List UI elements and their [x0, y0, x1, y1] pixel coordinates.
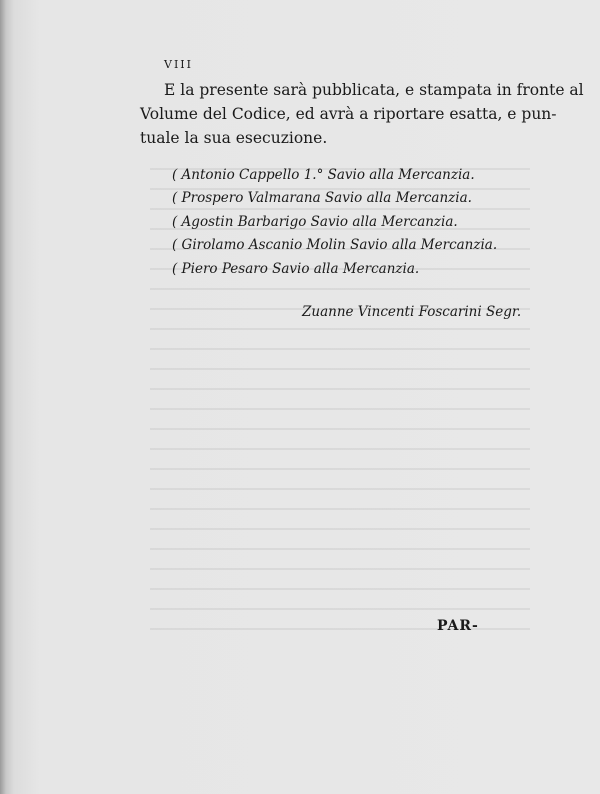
signature-line: ( Girolamo Ascanio Molin Savio alla Mercanzia. [172, 237, 498, 254]
secretary-signature: Zuanne Vincenti Foscarini Segr. [302, 304, 522, 320]
signature-line: ( Piero Pesaro Savio alla Mercanzia. [172, 260, 420, 277]
catchword: PAR- [437, 618, 479, 634]
signature-line: ( Antonio Cappello 1.° Savio alla Mercanzia. [172, 167, 475, 183]
paragraph-line-2: Volume del Codice, ed avrà a riportare esatta, e pun- [140, 105, 557, 123]
paragraph-line-3: tuale la sua esecuzione. [140, 129, 328, 147]
page-number: VIII [164, 58, 193, 71]
paragraph-line-1: E la presente sarà pubblicata, e stampata in fronte al [164, 81, 584, 99]
signature-line: ( Prospero Valmarana Savio alla Mercanzia. [172, 190, 472, 207]
body-paragraph [140, 78, 584, 150]
signature-list [172, 164, 497, 281]
signature-line: ( Agostin Barbarigo Savio alla Mercanzia. [172, 213, 458, 230]
